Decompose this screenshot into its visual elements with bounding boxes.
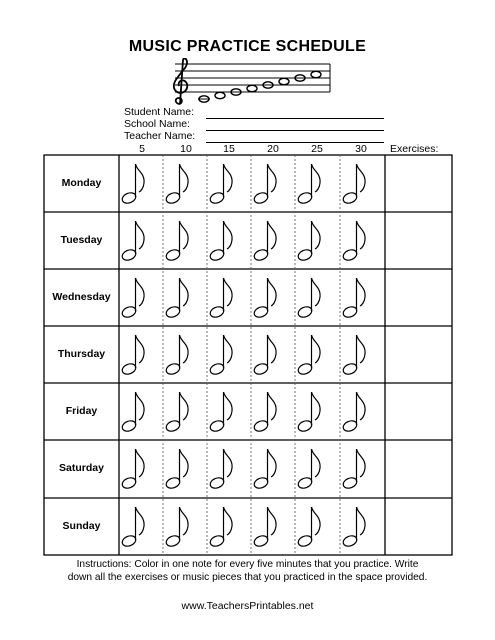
eighth-note-icon[interactable] <box>252 275 282 319</box>
minute-label: 20 <box>267 143 279 155</box>
day-row-friday <box>44 383 452 440</box>
page-title: MUSIC PRACTICE SCHEDULE <box>128 38 367 55</box>
eighth-note-icon[interactable] <box>296 332 326 376</box>
eighth-note-icon[interactable] <box>341 275 371 319</box>
eighth-note-icon[interactable] <box>341 332 371 376</box>
exercises-cell[interactable] <box>385 269 452 326</box>
eighth-note-icon[interactable] <box>341 389 371 433</box>
eighth-note-icon[interactable] <box>208 389 238 433</box>
instructions-line: down all the exercises or music pieces that you practiced in the space provided. <box>67 572 428 583</box>
exercises-cell[interactable] <box>385 383 452 440</box>
eighth-note-icon[interactable] <box>164 389 194 433</box>
eighth-note-icon[interactable] <box>164 275 194 319</box>
eighth-note-icon[interactable] <box>252 389 282 433</box>
eighth-note-icon[interactable] <box>120 218 150 262</box>
day-label: Thursday <box>57 347 106 360</box>
exercises-cell[interactable] <box>385 498 452 555</box>
school-name-label: School Name: <box>124 118 190 130</box>
exercises-cell[interactable] <box>385 440 452 498</box>
eighth-note-icon[interactable] <box>296 446 326 490</box>
eighth-note-icon[interactable] <box>164 161 194 205</box>
eighth-note-icon[interactable] <box>252 504 282 548</box>
exercises-cell[interactable] <box>385 326 452 383</box>
minute-label: 25 <box>311 143 323 155</box>
instructions <box>0 558 495 584</box>
day-label: Sunday <box>62 519 101 532</box>
eighth-note-icon[interactable] <box>164 332 194 376</box>
eighth-note-icon[interactable] <box>164 504 194 548</box>
eighth-note-icon[interactable] <box>296 218 326 262</box>
day-label: Saturday <box>59 462 104 474</box>
exercises-cell[interactable] <box>385 212 452 269</box>
eighth-note-icon[interactable] <box>120 161 150 205</box>
eighth-note-icon[interactable] <box>341 504 371 548</box>
day-row-monday <box>44 155 452 212</box>
eighth-note-icon[interactable] <box>120 389 150 433</box>
day-label: Wednesday <box>52 290 111 303</box>
exercises-label: Exercises: <box>390 143 439 155</box>
day-label: Monday <box>61 176 102 189</box>
day-row-sunday <box>44 498 452 555</box>
eighth-note-icon[interactable] <box>120 504 150 548</box>
minute-label: 5 <box>139 143 145 155</box>
eighth-note-icon[interactable] <box>296 389 326 433</box>
day-row-saturday <box>44 440 452 498</box>
eighth-note-icon[interactable] <box>252 446 282 490</box>
eighth-note-icon[interactable] <box>252 218 282 262</box>
footer-url: www.TeachersPrintables.net <box>181 600 314 612</box>
eighth-note-icon[interactable] <box>296 504 326 548</box>
eighth-note-icon[interactable] <box>208 218 238 262</box>
eighth-note-icon[interactable] <box>164 446 194 490</box>
minute-label: 10 <box>180 143 192 155</box>
student-name-label: Student Name: <box>124 106 195 118</box>
minute-label: 30 <box>355 143 367 155</box>
day-row-tuesday <box>44 212 452 269</box>
eighth-note-icon[interactable] <box>296 275 326 319</box>
eighth-note-icon[interactable] <box>208 446 238 490</box>
minute-label: 15 <box>223 143 235 155</box>
day-label: Friday <box>65 404 98 417</box>
eighth-note-icon[interactable] <box>341 218 371 262</box>
eighth-note-icon[interactable] <box>120 275 150 319</box>
eighth-note-icon[interactable] <box>208 275 238 319</box>
day-row-thursday <box>44 326 452 383</box>
day-label: Tuesday <box>60 233 103 246</box>
eighth-note-icon[interactable] <box>341 446 371 490</box>
day-row-wednesday <box>44 269 452 326</box>
eighth-note-icon[interactable] <box>296 161 326 205</box>
eighth-note-icon[interactable] <box>208 161 238 205</box>
eighth-note-icon[interactable] <box>208 332 238 376</box>
eighth-note-icon[interactable] <box>341 161 371 205</box>
eighth-note-icon[interactable] <box>120 446 150 490</box>
eighth-note-icon[interactable] <box>164 218 194 262</box>
exercises-cell[interactable] <box>385 155 452 212</box>
eighth-note-icon[interactable] <box>120 332 150 376</box>
eighth-note-icon[interactable] <box>208 504 238 548</box>
teacher-name-label: Teacher Name: <box>124 130 196 142</box>
eighth-note-icon[interactable] <box>252 161 282 205</box>
eighth-note-icon[interactable] <box>252 332 282 376</box>
instructions-line: Instructions: Color in one note for every five minutes that you practice. Write <box>76 559 419 570</box>
